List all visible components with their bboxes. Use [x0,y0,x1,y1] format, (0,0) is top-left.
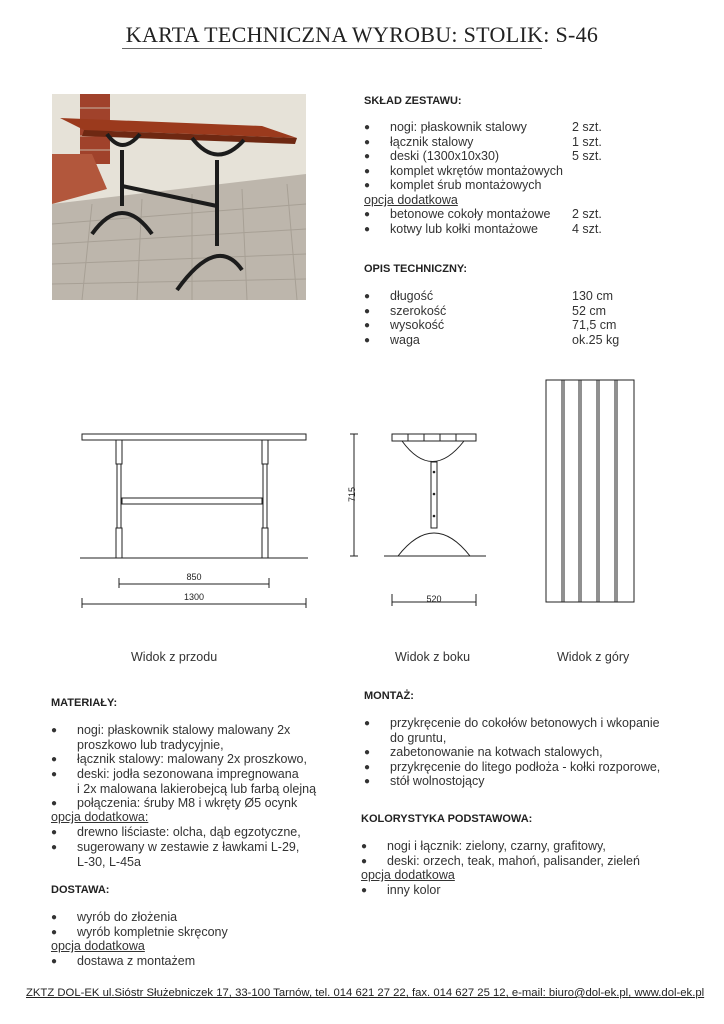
dostawa-option-label: opcja dodatkowa [51,939,145,953]
bullet-icon: ● [364,151,371,162]
dostawa-item: ● wyrób do złożenia [51,910,178,924]
bullet-icon: ● [364,291,371,302]
caption-top-view: Widok z góry [557,650,630,664]
bullet-icon: ● [364,762,371,773]
sklad-option-label: opcja dodatkowa [364,193,458,207]
dim-715-label: 715 [347,486,357,502]
montaz-item: ● przykręcenie do cokołów betonowych i wkopanie do gruntu, [364,716,660,745]
footer-contact: ZKTZ DOL-EK ul.Sióstr Służebniczek 17, 33-100 Tarnów, tel. 014 621 27 22, fax. 014 627 25 12, e-mail: biuro@dol-ek.pl, www.dol-ek.pl [26,987,705,999]
montaz-item: ● przykręcenie do litego podłoża - kołki rozporowe, [364,760,661,774]
materialy-item: ● deski: jodła sezonowana impregnowana i 2x malowana lakierobejcą lub farbą olejną [51,767,317,796]
product-photo-drawing [52,94,306,300]
caption-front-view: Widok z przodu [131,650,218,664]
materialy-item: ● nogi: płaskownik stalowy malowany 2x proszkowo lub tradycyjnie, [51,723,291,752]
bullet-icon: ● [361,856,368,867]
bullet-icon: ● [51,912,58,923]
dostawa-item: ● wyrób kompletnie skręcony [51,925,228,939]
materialy-item: ● łącznik stalowy: malowany 2x proszkowo, [51,752,307,766]
title-underline [122,48,542,49]
side-view-drawing [344,430,494,608]
bullet-icon: ● [364,776,371,787]
sklad-header: SKŁAD ZESTAWU: [364,95,462,107]
dim-850-label: 850 [186,572,202,582]
caption-side-view: Widok z boku [395,650,471,664]
materialy-option-item: ● drewno liściaste: olcha, dąb egzotyczne, [51,825,301,839]
bullet-icon: ● [364,306,371,317]
kolorystyka-option-item: ● inny kolor [361,883,441,897]
bullet-icon: ● [51,927,58,938]
bullet-icon: ● [364,718,371,729]
bullet-icon: ● [51,827,58,838]
bullet-icon: ● [364,335,371,346]
bullet-icon: ● [51,769,58,780]
top-view-drawing [544,378,636,604]
dostawa-option-item: ● dostawa z montażem [51,954,196,968]
materialy-option-item: ● sugerowany w zestawie z ławkami L-29, L-30, L-45a [51,840,300,869]
product-photo [52,94,306,300]
materialy-option-label: opcja dodatkowa: [51,810,149,824]
bullet-icon: ● [361,841,368,852]
dim-1300-label: 1300 [183,592,205,602]
kolorystyka-header: KOLORYSTYKA PODSTAWOWA: [361,813,533,825]
kolorystyka-option-label: opcja dodatkowa [361,868,455,882]
dostawa-header: DOSTAWA: [51,884,110,896]
bullet-icon: ● [361,885,368,896]
materialy-item: ● połączenia: śruby M8 i wkręty Ø5 ocynk [51,796,298,810]
kolorystyka-item: ● deski: orzech, teak, mahoń, palisander, zieleń [361,854,640,868]
bullet-icon: ● [51,842,58,853]
bullet-icon: ● [51,725,58,736]
bullet-icon: ● [51,754,58,765]
montaz-item: ● stół wolnostojący [364,774,485,788]
bullet-icon: ● [364,320,371,331]
materialy-header: MATERIAŁY: [51,697,118,709]
montaz-item: ● zabetonowanie na kotwach stalowych, [364,745,603,759]
bullet-icon: ● [364,137,371,148]
bullet-icon: ● [51,798,58,809]
bullet-icon: ● [364,166,371,177]
bullet-icon: ● [51,956,58,967]
kolorystyka-item: ● nogi i łącznik: zielony, czarny, grafitowy, [361,839,606,853]
opis-header: OPIS TECHNICZNY: [364,263,468,275]
bullet-icon: ● [364,747,371,758]
page-title: KARTA TECHNICZNA WYROBU: STOLIK: S-46 [125,22,599,47]
montaz-header: MONTAŻ: [364,690,414,702]
dim-520-label: 520 [426,594,442,604]
front-view-drawing [76,428,314,616]
bullet-icon: ● [364,224,371,235]
bullet-icon: ● [364,122,371,133]
bullet-icon: ● [364,209,371,220]
bullet-icon: ● [364,180,371,191]
